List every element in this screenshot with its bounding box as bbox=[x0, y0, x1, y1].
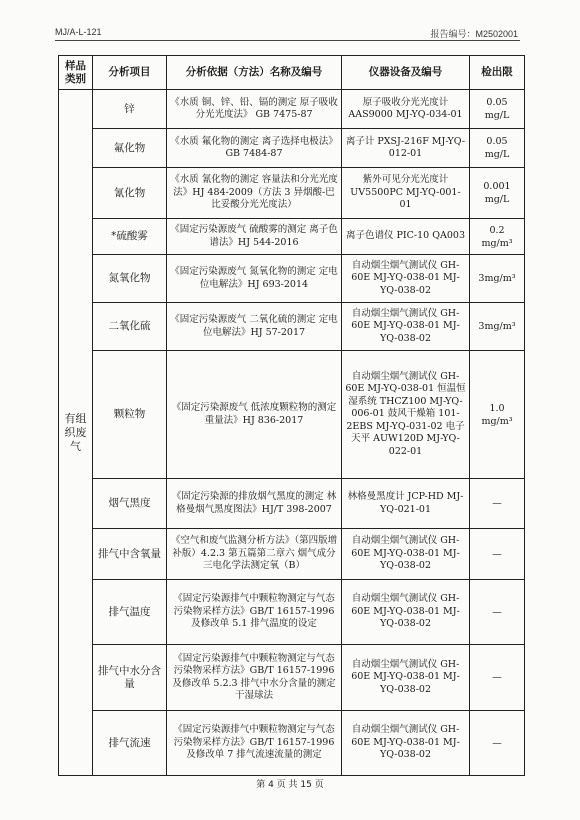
method-cell: 《固定污染源排气中颗粒物测定与气态污染物采样方法》GB/T 16157-1996 及修改单 5.1 排气温度的设定 bbox=[167, 580, 342, 645]
document-code: MJ/A-L-121 bbox=[55, 27, 102, 37]
header-divider bbox=[55, 40, 520, 41]
item-cell: 烟气黑度 bbox=[93, 479, 167, 529]
limit-cell: 0.05 mg/L bbox=[470, 129, 525, 168]
category-cell: 有组织废气 bbox=[59, 90, 93, 776]
item-cell: 氰化物 bbox=[93, 168, 167, 219]
method-cell: 《固定污染源废气 硫酸雾的测定 离子色谱法》HJ 544-2016 bbox=[167, 219, 342, 255]
method-cell: 《固定污染源排气中颗粒物测定与气态污染物采样方法》GB/T 16157-1996 及修改单 7 排气流速流量的测定 bbox=[167, 711, 342, 776]
equipment-cell: 离子计 PXSJ-216F MJ-YQ-012-01 bbox=[342, 129, 470, 168]
limit-cell: 0.05 mg/L bbox=[470, 90, 525, 129]
method-cell: 《固定污染源废气 氮氧化物的测定 定电位电解法》HJ 693-2014 bbox=[167, 255, 342, 303]
page-number: 第 4 页 共 15 页 bbox=[256, 780, 324, 790]
report-number: 报告编号：M2502001 bbox=[430, 29, 518, 39]
limit-cell: 3mg/m³ bbox=[470, 255, 525, 303]
method-cell: 《水质 铜、锌、铅、镉的测定 原子吸收分光光度法》 GB 7475-87 bbox=[167, 90, 342, 129]
table-row bbox=[59, 90, 525, 129]
equipment-cell: 林格曼黑度计 JCP-HD MJ-YQ-021-01 bbox=[342, 479, 470, 529]
limit-cell: — bbox=[470, 711, 525, 776]
limit-cell: 3mg/m³ bbox=[470, 303, 525, 351]
item-cell: 排气流速 bbox=[93, 711, 167, 776]
equipment-cell: 自动烟尘烟气测试仪 GH-60E MJ-YQ-038-01 MJ-YQ-038-02 bbox=[342, 255, 470, 303]
table-header-row bbox=[59, 56, 525, 90]
item-cell: 排气中含氧量 bbox=[93, 529, 167, 580]
analysis-methods-table bbox=[58, 55, 525, 776]
col-header-method: 分析依据（方法）名称及编号 bbox=[167, 56, 342, 90]
table-row bbox=[59, 129, 525, 168]
limit-cell: 0.2 mg/m³ bbox=[470, 219, 525, 255]
col-header-item: 分析项目 bbox=[93, 56, 167, 90]
item-cell: 排气中水分含量 bbox=[93, 645, 167, 711]
item-cell: 锌 bbox=[93, 90, 167, 129]
method-cell: 《水质 氰化物的测定 容量法和分光光度法》HJ 484-2009（方法 3 异烟酸-巴比妥酸分光光度法） bbox=[167, 168, 342, 219]
item-cell: 排气温度 bbox=[93, 580, 167, 645]
limit-cell: — bbox=[470, 529, 525, 580]
item-cell: 氮氧化物 bbox=[93, 255, 167, 303]
item-cell: 氟化物 bbox=[93, 129, 167, 168]
limit-cell: 1.0 mg/m³ bbox=[470, 351, 525, 479]
method-cell: 《空气和废气监测分析方法》（第四版增补版）4.2.3 第五篇第二章六 烟气成分三电化学法测定氧（B） bbox=[167, 529, 342, 580]
equipment-cell: 紫外可见分光光度计 UV5500PC MJ-YQ-001-01 bbox=[342, 168, 470, 219]
col-header-equipment: 仪器设备及编号 bbox=[342, 56, 470, 90]
equipment-cell: 自动烟尘烟气测试仪 GH-60E MJ-YQ-038-01 MJ-YQ-038-02 bbox=[342, 580, 470, 645]
equipment-cell: 离子色谱仪 PIC-10 QA003 bbox=[342, 219, 470, 255]
table-row bbox=[59, 529, 525, 580]
method-cell: 《水质 氟化物的测定 离子选择电极法》GB 7484-87 bbox=[167, 129, 342, 168]
limit-cell: — bbox=[470, 645, 525, 711]
limit-cell: — bbox=[470, 580, 525, 645]
table-row bbox=[59, 580, 525, 645]
table-row bbox=[59, 303, 525, 351]
table-row bbox=[59, 711, 525, 776]
method-cell: 《固定污染源废气 二氧化硫的测定 定电位电解法》HJ 57-2017 bbox=[167, 303, 342, 351]
equipment-cell: 自动烟尘烟气测试仪 GH-60E MJ-YQ-038-01 MJ-YQ-038-02 bbox=[342, 711, 470, 776]
method-cell: 《固定污染源的排放烟气黑度的测定 林格曼烟气黑度图法》HJ/T 398-2007 bbox=[167, 479, 342, 529]
method-cell: 《固定污染源废气 低浓度颗粒物的测定 重量法》HJ 836-2017 bbox=[167, 351, 342, 479]
col-header-limit: 检出限 bbox=[470, 56, 525, 90]
equipment-cell: 自动烟尘烟气测试仪 GH-60E MJ-YQ-038-01 MJ-YQ-038-02 bbox=[342, 645, 470, 711]
table-row bbox=[59, 219, 525, 255]
equipment-cell: 自动烟尘烟气测试仪 GH-60E MJ-YQ-038-01 MJ-YQ-038-02 bbox=[342, 303, 470, 351]
table-row bbox=[59, 645, 525, 711]
item-cell: 二氧化硫 bbox=[93, 303, 167, 351]
table-row bbox=[59, 168, 525, 219]
table-row bbox=[59, 255, 525, 303]
item-cell: *硫酸雾 bbox=[93, 219, 167, 255]
item-cell: 颗粒物 bbox=[93, 351, 167, 479]
table-row bbox=[59, 351, 525, 479]
equipment-cell: 自动烟尘烟气测试仪 GH-60E MJ-YQ-038-01 MJ-YQ-038-02 bbox=[342, 529, 470, 580]
table-row bbox=[59, 479, 525, 529]
method-cell: 《固定污染源排气中颗粒物测定与气态污染物采样方法》GB/T 16157-1996 及修改单 5.2.3 排气中水分含量的测定 干湿球法 bbox=[167, 645, 342, 711]
limit-cell: 0.001 mg/L bbox=[470, 168, 525, 219]
equipment-cell: 原子吸收分光光度计 AAS9000 MJ-YQ-034-01 bbox=[342, 90, 470, 129]
limit-cell: — bbox=[470, 479, 525, 529]
equipment-cell: 自动烟尘烟气测试仪 GH-60E MJ-YQ-038-01 恒温恒湿系统 THCZ100 MJ-YQ-006-01 鼓风干燥箱 101-2EBS MJ-YQ-031-02 电子天平 AUW120D MJ-YQ-022-01 bbox=[342, 351, 470, 479]
col-header-category: 样品类别 bbox=[59, 56, 93, 90]
